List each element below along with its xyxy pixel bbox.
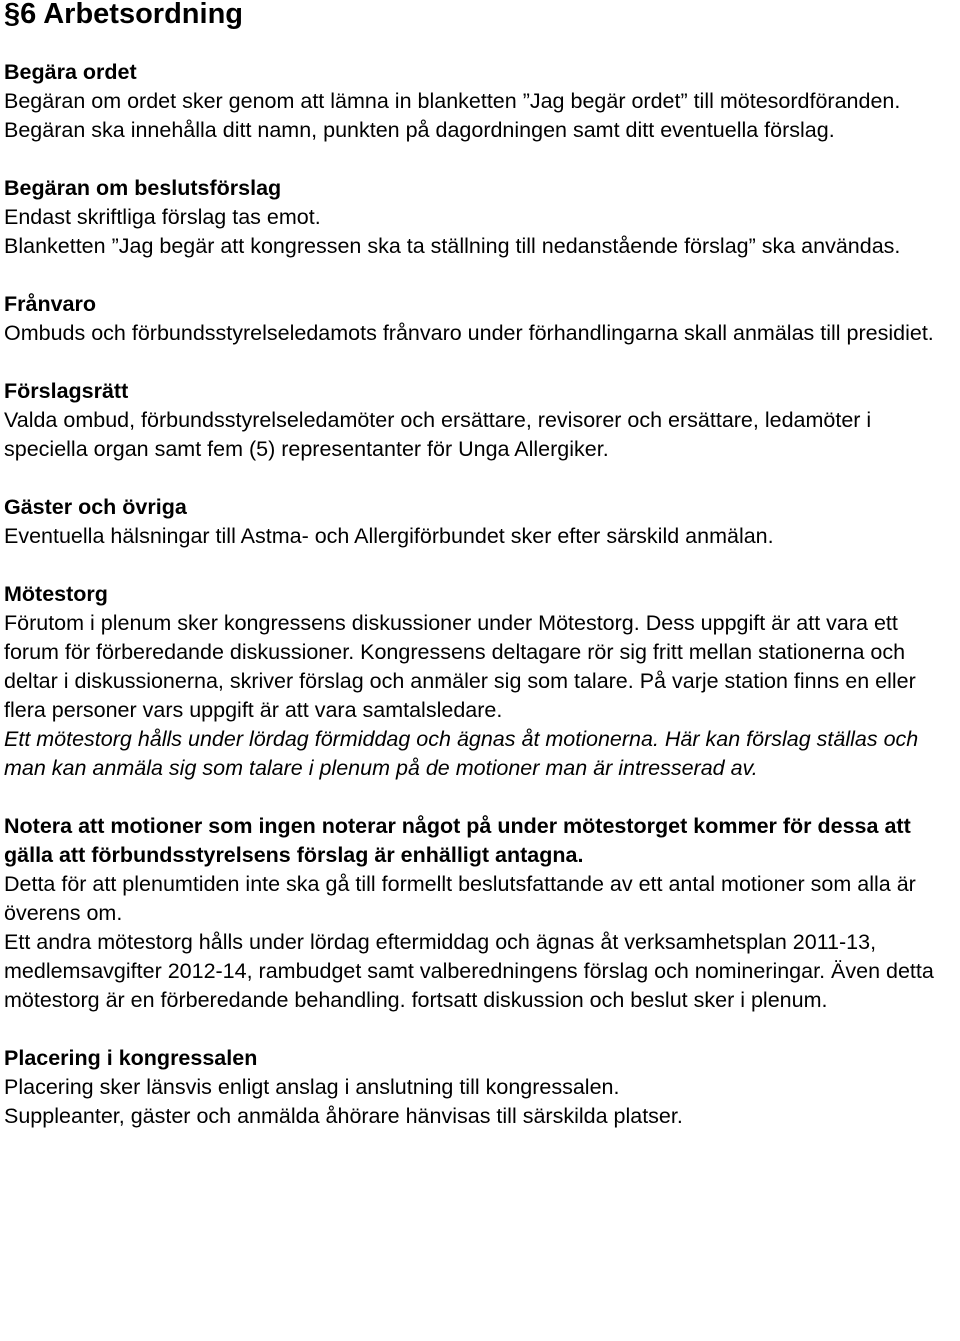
section-motestorg <box>4 580 956 1015</box>
section-heading: Begära ordet <box>4 60 137 84</box>
page-title: §6 Arbetsordning <box>4 0 244 30</box>
section-begara-ordet <box>4 58 956 145</box>
section-heading: Placering i kongressalen <box>4 1046 258 1070</box>
section-placering <box>4 1044 956 1131</box>
paragraph: Detta för att plenumtiden inte ska gå till formellt beslutsfattande av ett antal motioner som alla är överens om. <box>4 872 916 925</box>
paragraph: Ett andra mötestorg hålls under lördag eftermiddag och ägnas åt verksamhetsplan 2011-13, medlemsavgifter 2012-14, rambudget samt valberedningens förslag och nomineringar. Även detta mötestorg är en förberedande behandling. fortsatt diskussion och beslut sker i plenum. <box>4 930 934 1012</box>
section-heading: Förslagsrätt <box>4 379 129 403</box>
spacer <box>4 783 956 812</box>
paragraph: Endast skriftliga förslag tas emot. <box>4 205 321 229</box>
section-gaster <box>4 493 956 551</box>
section-heading: Frånvaro <box>4 292 97 316</box>
paragraph: Förutom i plenum sker kongressens diskussioner under Mötestorg. Dess uppgift är att vara ett forum för förberedande diskussioner. Kongressens deltagare rör sig fritt mellan stationerna och deltar i diskussionerna, skriver förslag och anmäler sig som talare. På varje station finns en eller flera personer vars uppgift är att vara samtalsledare. <box>4 611 916 722</box>
paragraph: Placering sker länsvis enligt anslag i anslutning till kongressalen. <box>4 1075 620 1099</box>
bold-notice: Notera att motioner som ingen noterar något på under mötestorget kommer för dessa att gälla att förbundsstyrelsens förslag är enhälligt antagna. <box>4 814 911 867</box>
section-beslutsforslag <box>4 174 956 261</box>
paragraph: Begäran ska innehålla ditt namn, punkten på dagordningen samt ditt eventuella förslag. <box>4 118 835 142</box>
italic-paragraph: Ett mötestorg hålls under lördag förmiddag och ägnas åt motionerna. Här kan förslag ställas och man kan anmäla sig som talare i plenum på de motioner man är intresserad av. <box>4 727 919 780</box>
paragraph: Blanketten ”Jag begär att kongressen ska ta ställning till nedanstående förslag” ska användas. <box>4 234 901 258</box>
paragraph: Begäran om ordet sker genom att lämna in blanketten ”Jag begär ordet” till mötesordföranden. <box>4 89 901 113</box>
paragraph: Valda ombud, förbundsstyrelseledamöter och ersättare, revisorer och ersättare, ledamöter i speciella organ samt fem (5) representanter för Unga Allergiker. <box>4 408 872 461</box>
section-heading: Mötestorg <box>4 582 108 606</box>
paragraph: Ombuds och förbundsstyrelseledamots frånvaro under förhandlingarna skall anmälas till presidiet. <box>4 321 934 345</box>
section-forslagsratt <box>4 377 956 464</box>
paragraph: Suppleanter, gäster och anmälda åhörare hänvisas till särskilda platser. <box>4 1104 683 1128</box>
section-heading: Begäran om beslutsförslag <box>4 176 282 200</box>
paragraph: Eventuella hälsningar till Astma- och Allergiförbundet sker efter särskild anmälan. <box>4 524 774 548</box>
section-franvaro <box>4 290 956 348</box>
section-heading: Gäster och övriga <box>4 495 187 519</box>
